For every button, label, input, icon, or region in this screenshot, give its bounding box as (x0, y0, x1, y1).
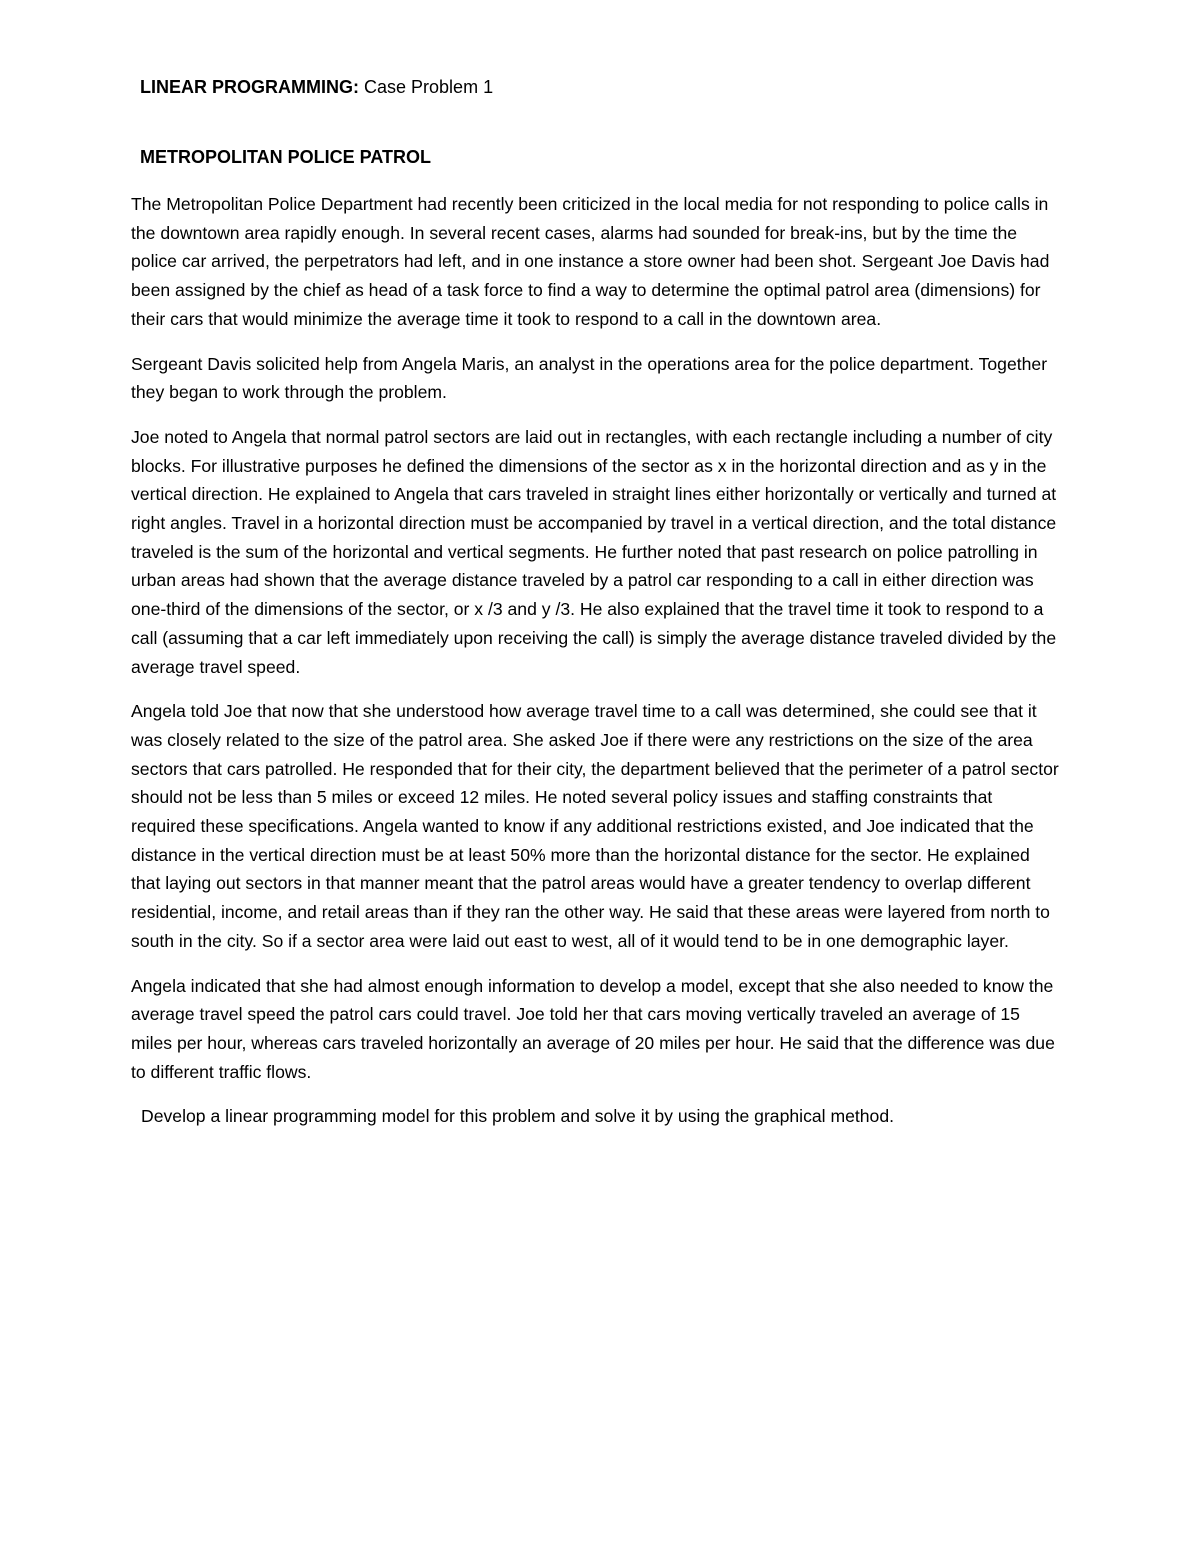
paragraph-4: Angela told Joe that now that she understood how average travel time to a call was determined, she could see that it was closely related to the size of the patrol area. She asked Joe if there were any restrictions on the size of the area sectors that cars patrolled. He responded that for their city, the department believed that the perimeter of a patrol sector should not be less than 5 miles or exceed 12 miles. He noted several policy issues and staffing constraints that required these specifications. Angela wanted to know if any additional restrictions existed, and Joe indicated that the distance in the vertical direction must be at least 50% more than the horizontal distance for the sector. He explained that laying out sectors in that manner meant that the patrol areas would have a greater tendency to overlap different residential, income, and retail areas than if they ran the other way. He said that these areas were layered from north to south in the city. So if a sector area were laid out east to west, all of it would tend to be in one demographic layer. (131, 701, 1059, 951)
document-body (131, 190, 1061, 1147)
paragraph-5: Angela indicated that she had almost enough information to develop a model, except that she also needed to know the average travel speed the patrol cars could travel. Joe told her that cars moving vertically traveled an average of 15 miles per hour, whereas cars traveled horizontally an average of 20 miles per hour. He said that the difference was due to different traffic flows. (131, 975, 1055, 1082)
task-instruction: Develop a linear programming model for this problem and solve it by using the graphical method. (141, 1106, 895, 1127)
title-bold-part: LINEAR PROGRAMMING: (140, 77, 359, 97)
paragraph-3: Joe noted to Angela that normal patrol sectors are laid out in rectangles, with each rectangle including a number of city blocks. For illustrative purposes he defined the dimensions of the sector as x in the horizontal direction and as y in the vertical direction. He explained to Angela that cars traveled in straight lines either horizontally or vertically and turned at right angles. Travel in a horizontal direction must be accompanied by travel in a vertical direction, and the total distance traveled is the sum of the horizontal and vertical segments. He further noted that past research on police patrolling in urban areas had shown that the average distance traveled by a patrol car responding to a call in either direction was one-third of the dimensions of the sector, or x /3 and y /3. He also explained that the travel time it took to respond to a call (assuming that a car left immediately upon receiving the call) is simply the average distance traveled divided by the average travel speed. (131, 426, 1057, 677)
document-title (140, 77, 493, 98)
paragraph-1: The Metropolitan Police Department had recently been criticized in the local media for not responding to police calls in the downtown area rapidly enough. In several recent cases, alarms had sounded for break-ins, but by the time the police car arrived, the perpetrators had left, and in one instance a store owner had been shot. Sergeant Joe Davis had been assigned by the chief as head of a task force to find a way to determine the optimal patrol area (dimensions) for their cars that would minimize the average time it took to respond to a call in the downtown area. (131, 194, 1050, 329)
title-rest-part: Case Problem 1 (364, 77, 494, 97)
paragraph-2: Sergeant Davis solicited help from Angela Maris, an analyst in the operations area for the police department. Together they began to work through the problem. (131, 353, 1048, 403)
case-subtitle: METROPOLITAN POLICE PATROL (140, 147, 431, 167)
